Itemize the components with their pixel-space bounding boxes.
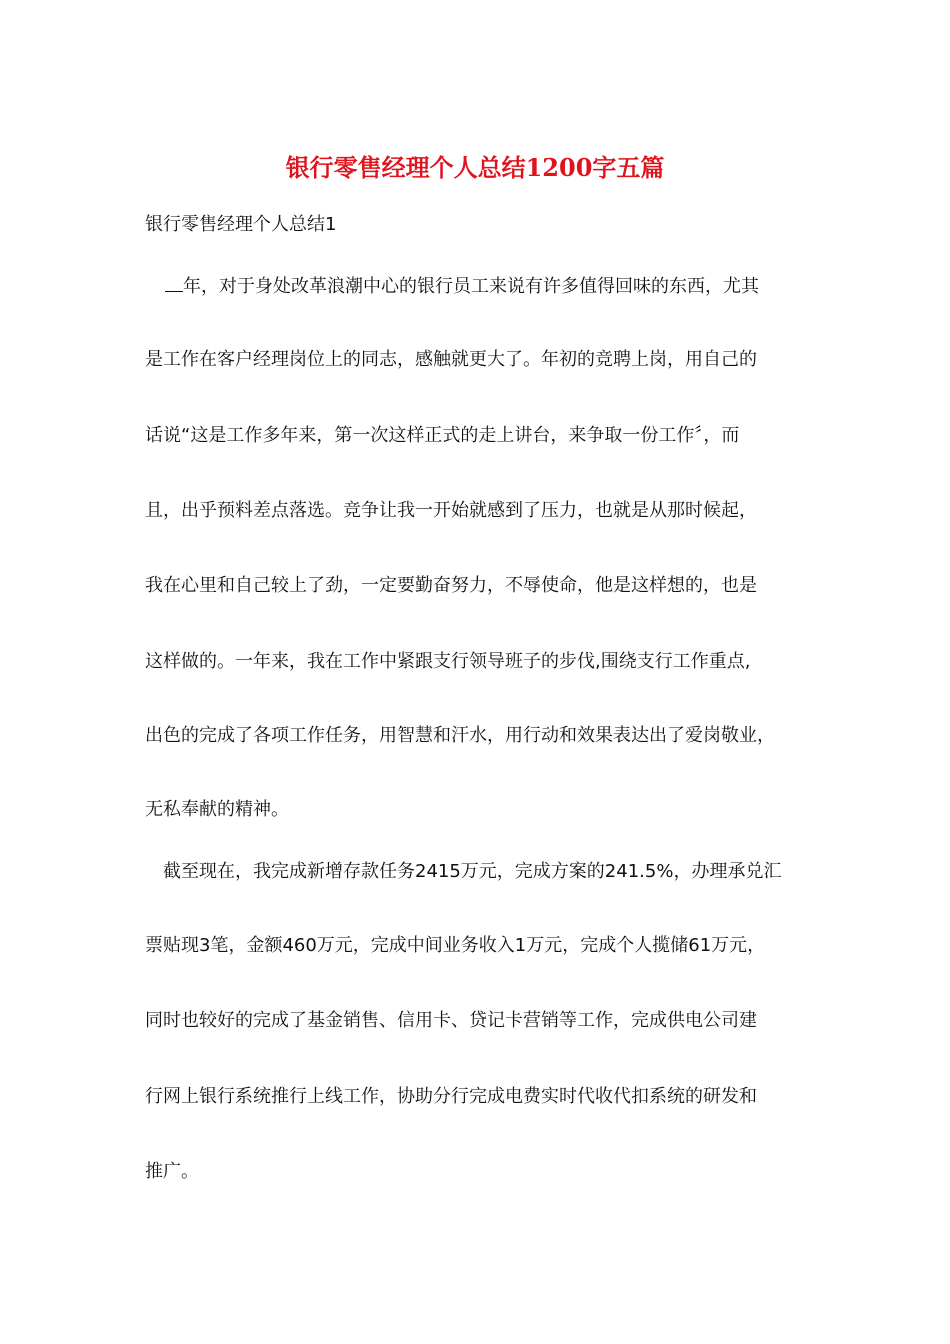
paragraph-line (145, 272, 835, 302)
paragraph-line: 话说“这是工作多年来，第一次这样正式的走上讲台，来争取一份工作〞，而 (145, 425, 740, 446)
paragraph-line: 票贴现3笔，金额460万元，完成中间业务收入1万元，完成个人揽储61万元， (145, 935, 766, 956)
paragraph-line: 是工作在客户经理岗位上的同志，感触就更大了。年初的竞聘上岗，用自己的 (145, 349, 757, 370)
blank-underline (165, 273, 183, 292)
document-title: 银行零售经理个人总结1200字五篇 (285, 153, 665, 182)
paragraph-line: 且，出乎预料差点落选。竞争让我一开始就感到了压力，也就是从那时候起， (145, 500, 757, 521)
paragraph-line: 推广。 (145, 1161, 199, 1182)
paragraph-line: 无私奉献的精神。 (145, 799, 289, 820)
paragraph-line: 我在心里和自己较上了劲，一定要勤奋努力，不辱使命，他是这样想的，也是 (145, 575, 757, 596)
paragraph-line: 同时也较好的完成了基金销售、信用卡、贷记卡营销等工作，完成供电公司建 (145, 1010, 757, 1031)
paragraph-line: 截至现在，我完成新增存款任务2415万元，完成方案的241.5%，办理承兑汇 (163, 861, 782, 882)
paragraph-text: 年，对于身处改革浪潮中心的银行员工来说有许多值得回味的东西，尤其 (183, 276, 759, 297)
paragraph-line: 出色的完成了各项工作任务，用智慧和汗水，用行动和效果表达出了爱岗敬业， (145, 725, 775, 746)
paragraph-line: 行网上银行系统推行上线工作，协助分行完成电费实时代收代扣系统的研发和 (145, 1086, 757, 1107)
section-heading: 银行零售经理个人总结1 (145, 214, 337, 235)
paragraph-line: 这样做的。一年来，我在工作中紧跟支行领导班子的步伐,围绕支行工作重点, (145, 651, 751, 672)
